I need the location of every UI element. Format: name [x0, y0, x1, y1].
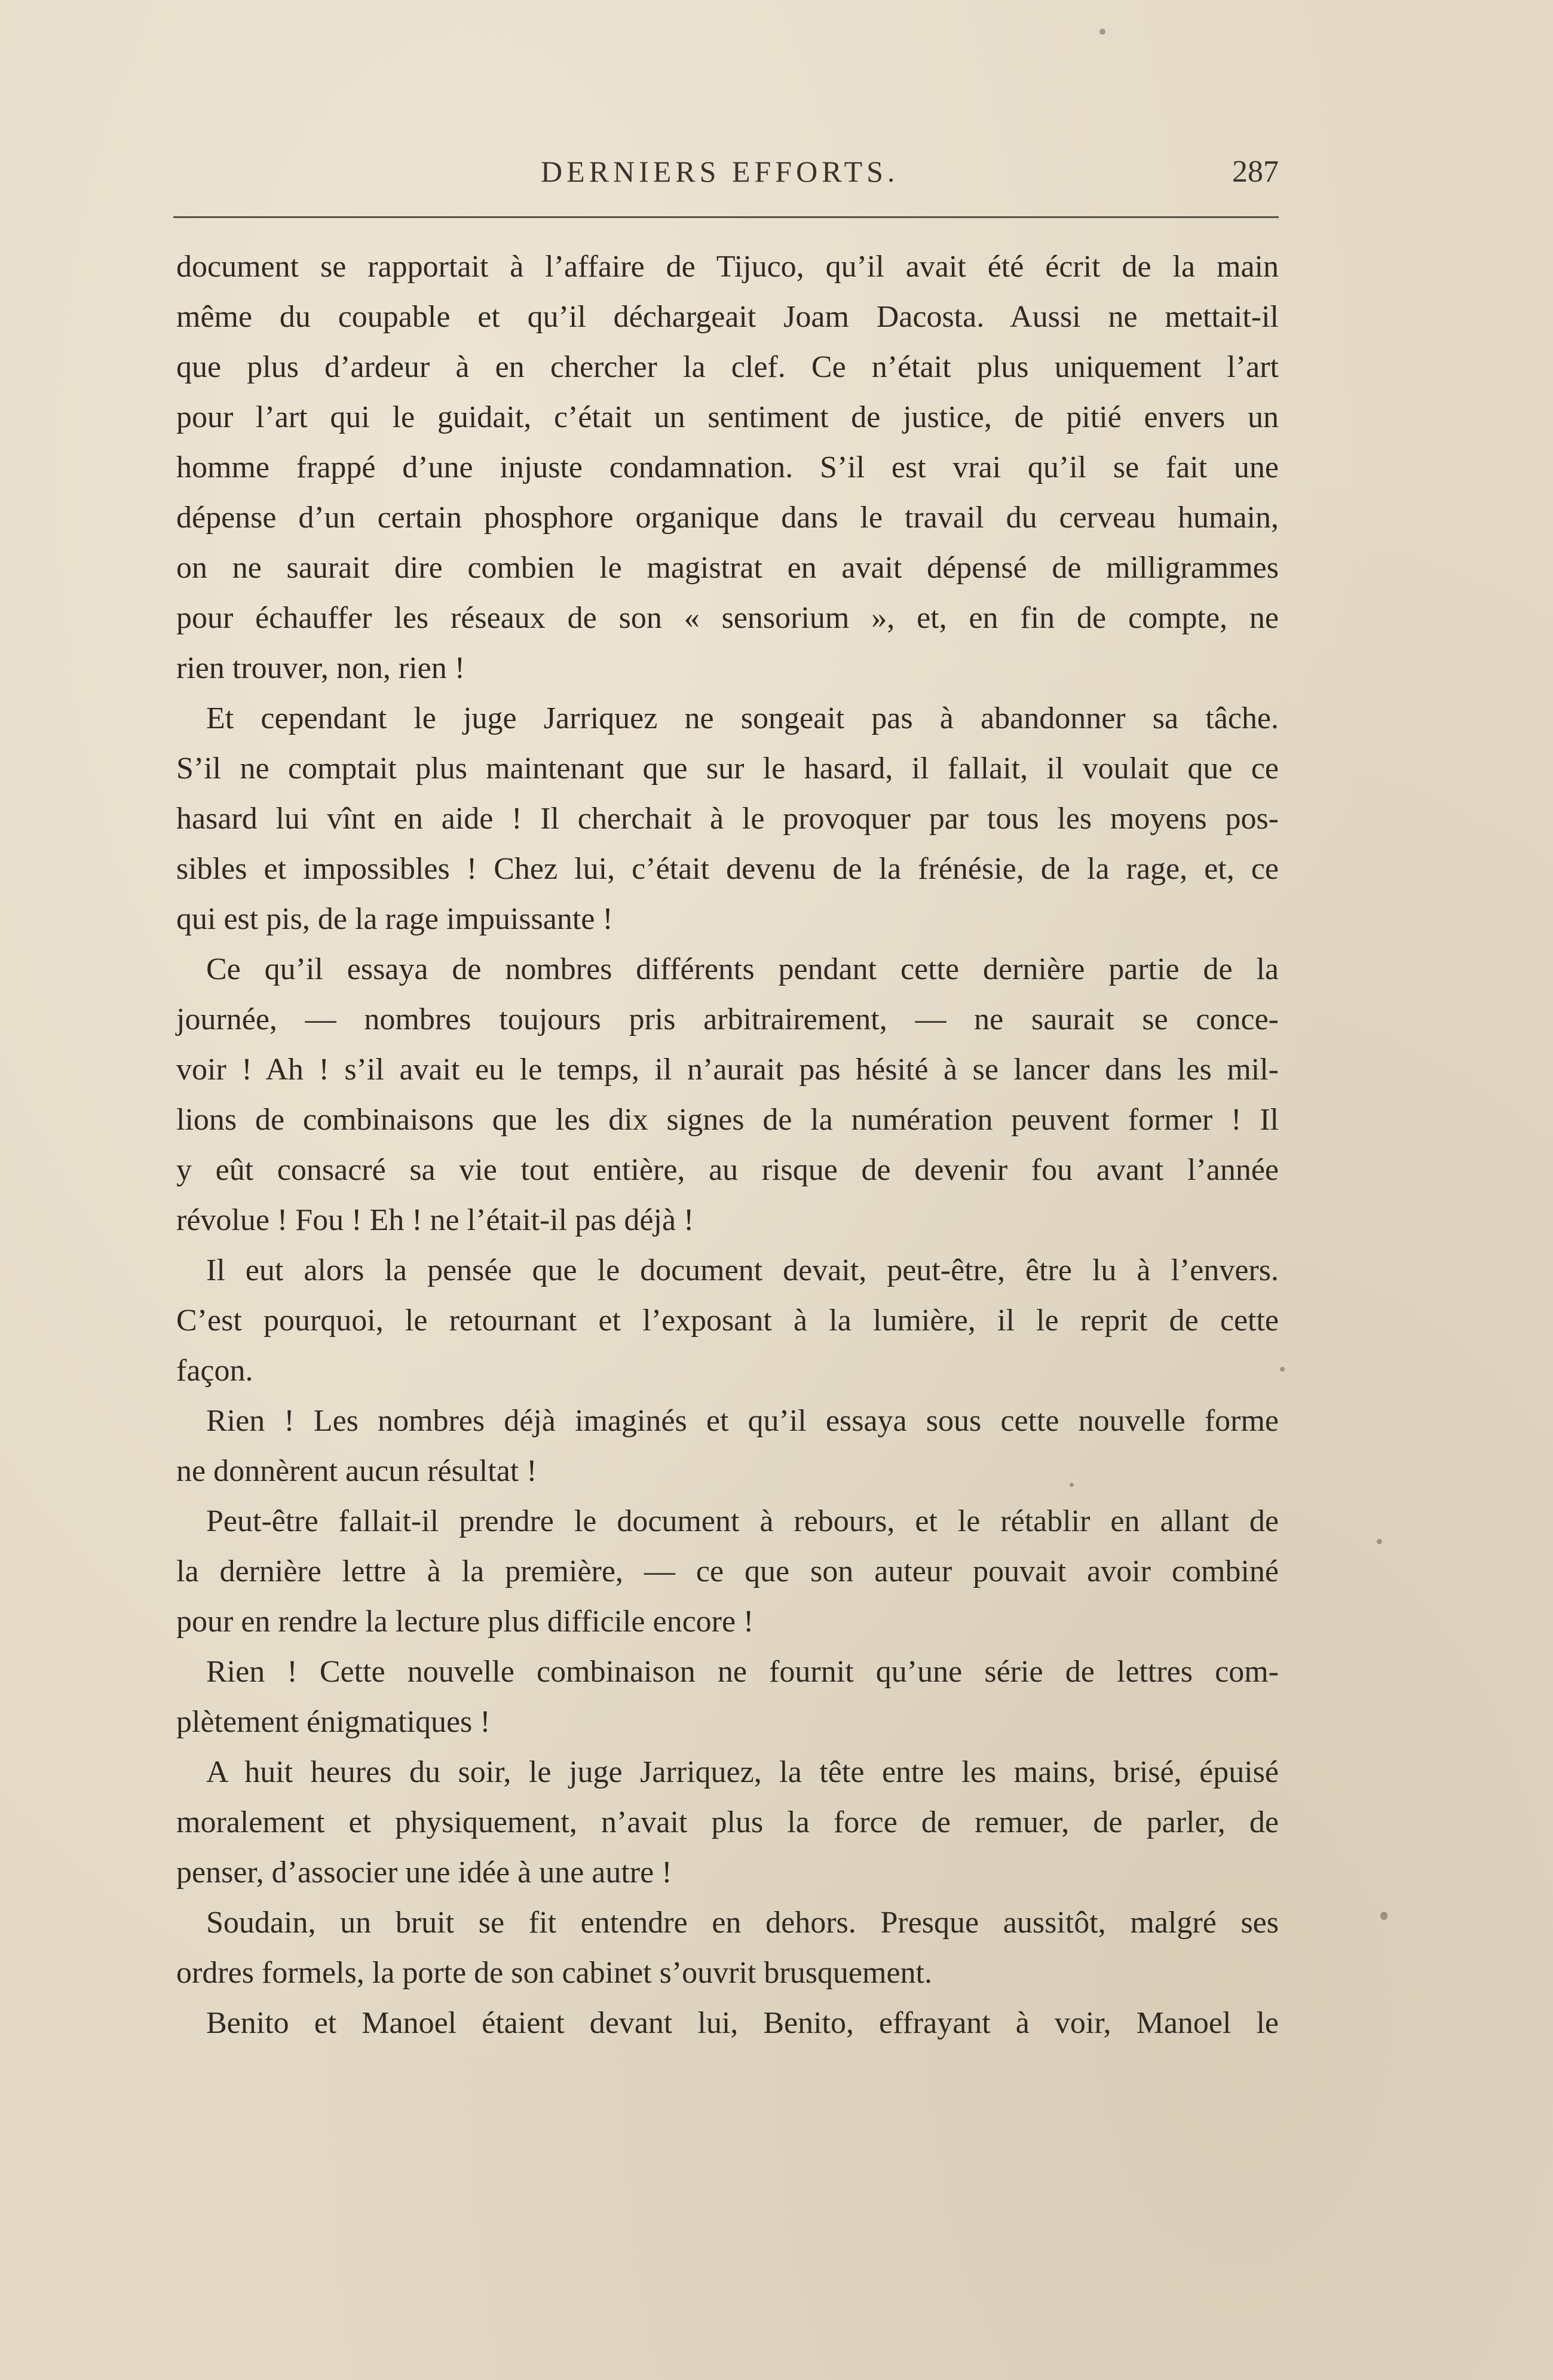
body-text — [176, 242, 1279, 2048]
text-line: ordres formels, la porte de son cabinet s’ouvrit brusquement. — [176, 1956, 932, 1990]
text-line: dépense d’un certain phosphore organique dans le travail du cerveau humain, — [176, 501, 1279, 535]
text-line: que plus d’ardeur à en chercher la clef. Ce n’était plus uniquement l’art — [176, 350, 1279, 384]
text-line: la dernière lettre à la première, — ce que son auteur pouvait avoir combiné — [176, 1554, 1279, 1588]
running-header — [173, 154, 1279, 202]
text-line: voir ! Ah ! s’il avait eu le temps, il n’aurait pas hésité à se lancer dans les mil- — [176, 1053, 1279, 1087]
text-line: révolue ! Fou ! Eh ! ne l’était-il pas déjà ! — [176, 1203, 694, 1237]
text-line: ne donnèrent aucun résultat ! — [176, 1454, 537, 1488]
text-line: qui est pis, de la rage impuissante ! — [176, 902, 613, 936]
text-line: pour en rendre la lecture plus difficile encore ! — [176, 1605, 754, 1639]
text-line: rien trouver, non, rien ! — [176, 651, 465, 685]
page-number: 287 — [1232, 155, 1279, 189]
text-line: hasard lui vînt en aide ! Il cherchait à le provoquer par tous les moyens pos- — [176, 802, 1279, 836]
text-line: Benito et Manoel étaient devant lui, Benito, effrayant à voir, Manoel le — [206, 2006, 1279, 2040]
text-line: sibles et impossibles ! Chez lui, c’était devenu de la frénésie, de la rage, et, ce — [176, 852, 1279, 886]
paper-speck — [1070, 1483, 1074, 1487]
text-line: Soudain, un bruit se fit entendre en dehors. Presque aussitôt, malgré ses — [206, 1906, 1279, 1940]
text-line: lions de combinaisons que les dix signes de la numération peuvent former ! Il — [176, 1103, 1279, 1137]
text-line: homme frappé d’une injuste condamnation. S’il est vrai qu’il se fait une — [176, 450, 1279, 484]
text-line: S’il ne comptait plus maintenant que sur le hasard, il fallait, il voulait que ce — [176, 752, 1279, 786]
text-line: même du coupable et qu’il déchargeait Joam Dacosta. Aussi ne mettait-il — [176, 300, 1279, 334]
text-line: C’est pourquoi, le retournant et l’exposant à la lumière, il le reprit de cette — [176, 1304, 1279, 1338]
text-line: pour échauffer les réseaux de son « sensorium », et, en fin de compte, ne — [176, 601, 1279, 635]
text-line: penser, d’associer une idée à une autre ! — [176, 1855, 672, 1890]
text-line: y eût consacré sa vie tout entière, au risque de devenir fou avant l’année — [176, 1153, 1279, 1187]
text-line: Peut-être fallait-il prendre le document à rebours, et le rétablir en allant de — [206, 1504, 1279, 1538]
text-line: document se rapportait à l’affaire de Tijuco, qu’il avait été écrit de la main — [176, 250, 1279, 284]
paper-speck — [1377, 1539, 1382, 1544]
text-line: Rien ! Les nombres déjà imaginés et qu’il essaya sous cette nouvelle forme — [206, 1404, 1279, 1438]
text-line: Il eut alors la pensée que le document devait, peut-être, être lu à l’envers. — [206, 1253, 1279, 1287]
paper-speck — [1280, 1367, 1285, 1372]
paper-speck — [1099, 29, 1105, 35]
paper-speck — [1380, 1912, 1387, 1920]
text-line: plètement énigmatiques ! — [176, 1705, 491, 1739]
running-title: DERNIERS EFFORTS. — [541, 155, 899, 188]
text-line: façon. — [176, 1354, 253, 1388]
text-line: moralement et physiquement, n’avait plus la force de remuer, de parler, de — [176, 1805, 1279, 1839]
text-line: journée, — nombres toujours pris arbitrairement, — ne saurait se conce- — [176, 1002, 1279, 1036]
text-line: A huit heures du soir, le juge Jarriquez, la tête entre les mains, brisé, épuisé — [206, 1755, 1279, 1789]
header-rule — [173, 216, 1279, 218]
text-line: on ne saurait dire combien le magistrat en avait dépensé de milligrammes — [176, 551, 1279, 585]
text-line: Ce qu’il essaya de nombres différents pendant cette dernière partie de la — [206, 952, 1279, 986]
text-line: Rien ! Cette nouvelle combinaison ne fournit qu’une série de lettres com- — [206, 1655, 1279, 1689]
text-line: pour l’art qui le guidait, c’était un sentiment de justice, de pitié envers un — [176, 400, 1279, 434]
text-line: Et cependant le juge Jarriquez ne songeait pas à abandonner sa tâche. — [206, 701, 1279, 735]
